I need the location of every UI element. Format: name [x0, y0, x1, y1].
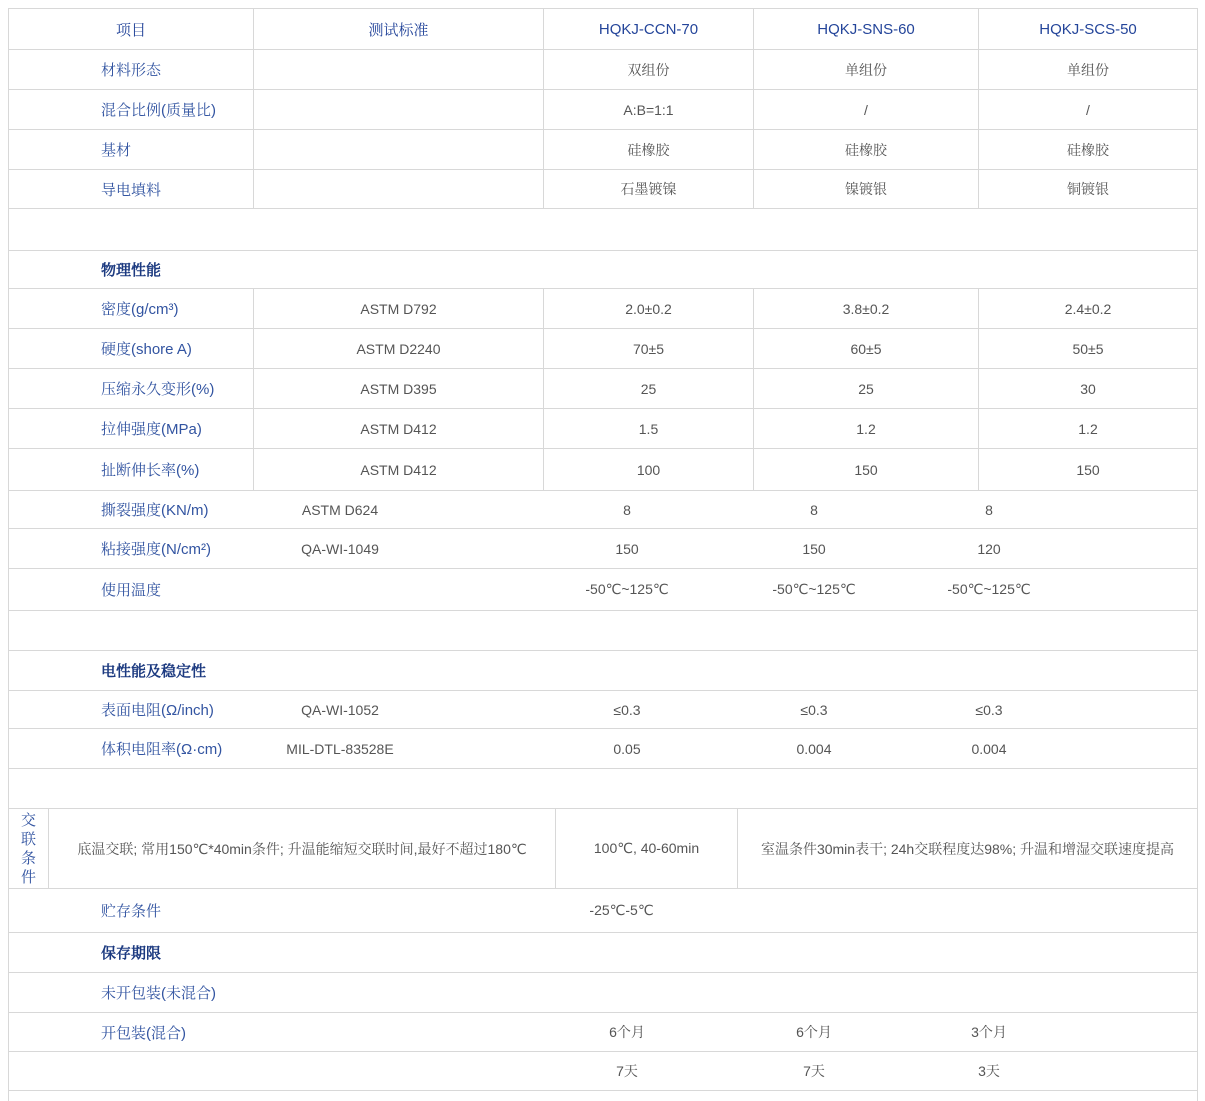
spec-label: 粘接强度(N/cm²) [101, 541, 211, 558]
spec-label: 硬度(shore A) [9, 329, 254, 368]
table-row-material-form [9, 50, 1197, 90]
crosslink-vertical-label: 交联条件 [20, 811, 36, 886]
spec-value: 6个月 [609, 1024, 645, 1040]
section-title: 电性能及稳定性 [101, 663, 207, 680]
storage-value: -25℃-5℃ [589, 902, 654, 918]
spec-label: 表面电阻(Ω/inch) [101, 702, 214, 719]
spec-label: 材料形态 [9, 50, 254, 89]
table-header-row [9, 9, 1197, 50]
spec-value: 8 [985, 501, 993, 518]
spec-value: 50±5 [1072, 340, 1104, 357]
spec-label: 导电填料 [9, 170, 254, 208]
spec-value: 150 [802, 540, 826, 557]
spec-value: 3个月 [971, 1024, 1007, 1040]
table-row-opened [9, 1013, 1197, 1052]
spec-value: 6个月 [796, 1024, 832, 1040]
spec-value: 硅橡胶 [1067, 141, 1109, 158]
test-standard: ASTM D624 [301, 501, 379, 518]
table-row-base-material [9, 130, 1197, 170]
test-standard: ASTM D792 [254, 289, 544, 328]
spec-label: 撕裂强度(KN/m) [101, 502, 209, 519]
spec-value: 3天 [978, 1063, 1000, 1079]
section-row-physical [9, 251, 1197, 289]
spec-value: ≤0.3 [800, 701, 828, 718]
test-standard [254, 90, 544, 129]
spec-value: -50℃~125℃ [585, 581, 669, 597]
test-standard: ASTM D412 [254, 449, 544, 490]
spec-value: 双组份 [544, 50, 754, 89]
spec-label: 拉伸强度(MPa) [9, 409, 254, 448]
crosslink-general-condition: 底温交联; 常用150℃*40min条件; 升温能缩短交联时间,最好不超过180℃ [49, 809, 556, 888]
spec-value: 70±5 [544, 329, 754, 368]
spec-value: -50℃~125℃ [772, 581, 856, 597]
test-standard: ASTM D2240 [254, 329, 544, 368]
spec-value: 25 [544, 369, 754, 408]
header-product-sns60: HQKJ-SNS-60 [754, 9, 979, 49]
spec-value: 石墨镀镍 [544, 170, 754, 208]
product-spec-table [8, 8, 1198, 1101]
spacer-row [9, 611, 1197, 651]
header-item: 项目 [9, 9, 254, 49]
section-title: 保存期限 [101, 945, 162, 962]
spec-value: 0.004 [796, 740, 832, 757]
spec-value: 镍镀银 [754, 170, 979, 208]
spec-value: 1.5 [544, 409, 754, 448]
table-row-surface-resistance [9, 691, 1197, 729]
spec-value: ≤0.3 [975, 701, 1003, 718]
spec-value: ≤0.3 [613, 701, 641, 718]
spec-value: / [1086, 101, 1090, 118]
spacer-row [9, 209, 1197, 251]
test-standard [254, 50, 544, 89]
spec-value: 1.2 [754, 409, 979, 448]
crosslink-sns-scs-condition: 室温条件30min表干; 24h交联程度达98%; 升温和增湿交联速度提高 [760, 840, 1175, 857]
spec-value: 铜镀银 [1067, 181, 1109, 197]
crosslink-ccn70-condition: 100℃, 40-60min [556, 809, 738, 888]
spec-value: 150 [615, 540, 639, 557]
spec-value: -50℃~125℃ [947, 581, 1031, 597]
crosslink-label-cell [9, 809, 49, 888]
spec-label: 基材 [9, 130, 254, 169]
test-standard [254, 569, 426, 610]
header-product-ccn70: HQKJ-CCN-70 [544, 9, 754, 49]
spec-value: A:B=1:1 [544, 90, 754, 129]
header-test-standard: 测试标准 [254, 9, 544, 49]
spec-value: 单组份 [1067, 61, 1109, 78]
spec-label: 使用温度 [101, 582, 162, 599]
spec-value: 30 [1080, 380, 1096, 397]
spec-value: 2.0±0.2 [544, 289, 754, 328]
spec-value: 100 [544, 449, 754, 490]
spec-value: 25 [754, 369, 979, 408]
table-row-elongation [9, 449, 1197, 491]
table-row-crosslink-conditions [9, 809, 1197, 889]
table-row-adhesion-strength [9, 529, 1197, 569]
table-row-compression-set [9, 369, 1197, 409]
spec-value: 120 [977, 540, 1001, 557]
table-row-conductive-filler [9, 170, 1197, 209]
spec-value: 0.05 [613, 740, 641, 757]
table-row-service-temp [9, 569, 1197, 611]
table-row-mix-ratio [9, 90, 1197, 130]
spec-label: 压缩永久变形(%) [9, 369, 254, 408]
spec-label: 混合比例(质量比) [9, 90, 254, 129]
test-standard: MIL-DTL-83528E [286, 740, 394, 757]
table-row-volume-resistivity [9, 729, 1197, 769]
spec-label: 未开包装(未混合) [101, 985, 216, 1002]
spec-value: 2.4±0.2 [1064, 300, 1112, 317]
spec-label: 体积电阻率(Ω·cm) [101, 741, 223, 758]
spec-value: 60±5 [754, 329, 979, 368]
spec-value: / [754, 90, 979, 129]
spec-label: 开包装(混合) [101, 1024, 186, 1042]
spec-value: 150 [1076, 461, 1100, 478]
table-row-tear-strength [9, 491, 1197, 529]
spec-label: 贮存条件 [101, 903, 162, 920]
spec-value: 0.004 [971, 740, 1007, 757]
header-product-scs50: HQKJ-SCS-50 [1039, 20, 1137, 38]
spec-label: 密度(g/cm³) [9, 289, 254, 328]
table-row-opened-days [9, 1052, 1197, 1091]
spec-value: 3.8±0.2 [754, 289, 979, 328]
spec-value: 硅橡胶 [754, 130, 979, 169]
spec-value: 单组份 [754, 50, 979, 89]
spacer-row [9, 769, 1197, 809]
section-row-shelf-life [9, 933, 1197, 973]
table-row-density [9, 289, 1197, 329]
spec-value: 7天 [616, 1063, 638, 1079]
table-row-hardness [9, 329, 1197, 369]
test-standard: QA-WI-1049 [301, 540, 379, 557]
spec-value: 150 [754, 449, 979, 490]
test-standard [254, 170, 544, 208]
spec-value: 硅橡胶 [544, 130, 754, 169]
spec-value: 8 [623, 501, 631, 518]
spec-value: 7天 [803, 1063, 825, 1079]
section-title: 物理性能 [101, 262, 162, 279]
section-row-electrical [9, 651, 1197, 691]
spec-value: 8 [810, 501, 818, 518]
test-standard: QA-WI-1052 [301, 701, 379, 718]
test-standard [254, 130, 544, 169]
spec-label [9, 1052, 254, 1090]
table-row-tensile-strength [9, 409, 1197, 449]
table-row-storage-conditions [9, 889, 1197, 933]
table-row-unopened [9, 973, 1197, 1013]
spec-label: 扯断伸长率(%) [9, 449, 254, 490]
spec-value: 1.2 [1078, 420, 1098, 437]
test-standard: ASTM D395 [254, 369, 544, 408]
test-standard: ASTM D412 [254, 409, 544, 448]
